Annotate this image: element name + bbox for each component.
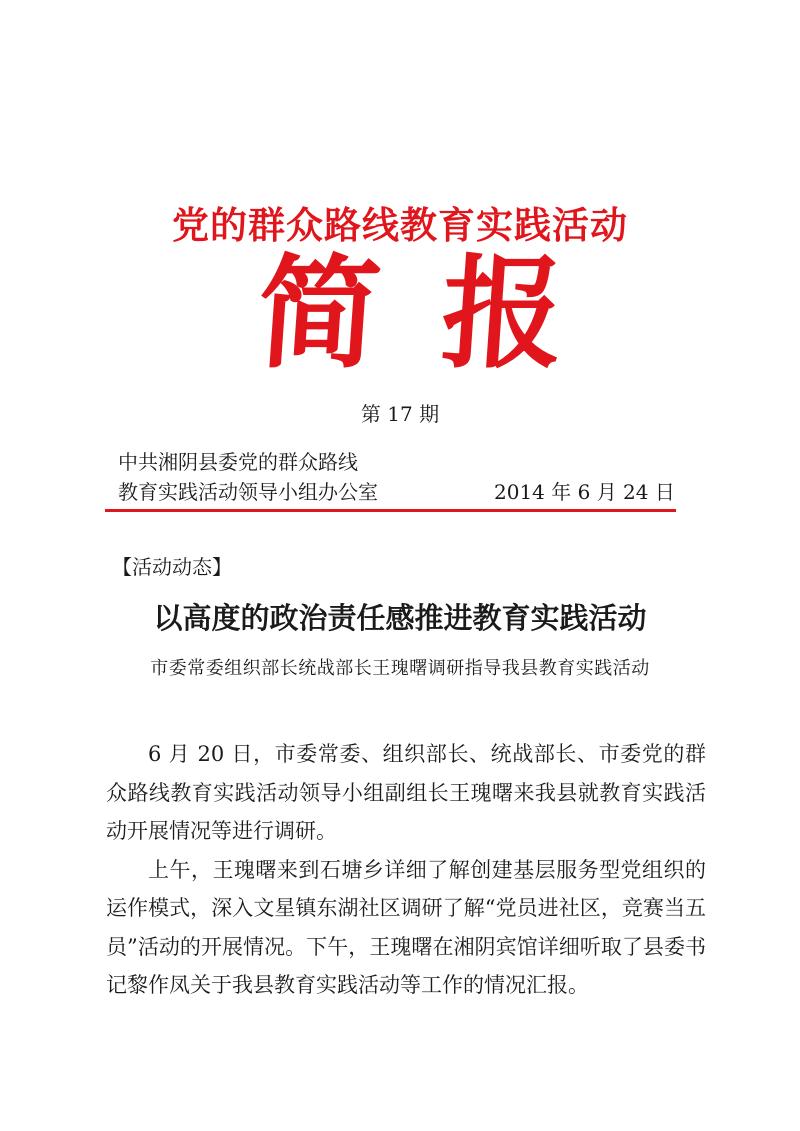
article-paragraph-2: 上午，王瑰曙来到石塘乡详细了解创建基层服务型党组织的运作模式，深入文星镇东湖社区调研了解“党员进社区，竞赛当五员”活动的开展情况。下午，王瑰曙在湘阴宾馆详细听取了县委书记黎作凤关于我县教育实践活动等工作的情况汇报。	[106, 857, 706, 997]
article-subtitle: 市委常委组织部长统战部长王瑰曙调研指导我县教育实践活动	[150, 658, 650, 679]
red-divider-rule	[105, 509, 676, 512]
article-body	[106, 735, 706, 1005]
article-paragraph-1: 6 月 20 日，市委常委、组织部长、统战部长、市委党的群众路线教育实践活动领导小组副组长王瑰曙来我县就教育实践活动开展情况等进行调研。	[106, 742, 706, 843]
masthead-title-char-2: 报	[436, 241, 570, 385]
section-tag: 【活动动态】	[112, 555, 232, 579]
issuer-line-2: 教育实践活动领导小组办公室	[118, 480, 378, 504]
issue-number: 第 17 期	[360, 402, 440, 426]
masthead-title-char-1: 简	[252, 241, 386, 385]
masthead-subtitle: 党的群众路线教育实践活动	[172, 203, 628, 247]
issuer-line-1: 中共湘阴县委党的群众路线	[118, 450, 358, 474]
issue-date: 2014 年 6 月 24 日	[494, 480, 675, 504]
article-title: 以高度的政治责任感推进教育实践活动	[153, 601, 647, 635]
